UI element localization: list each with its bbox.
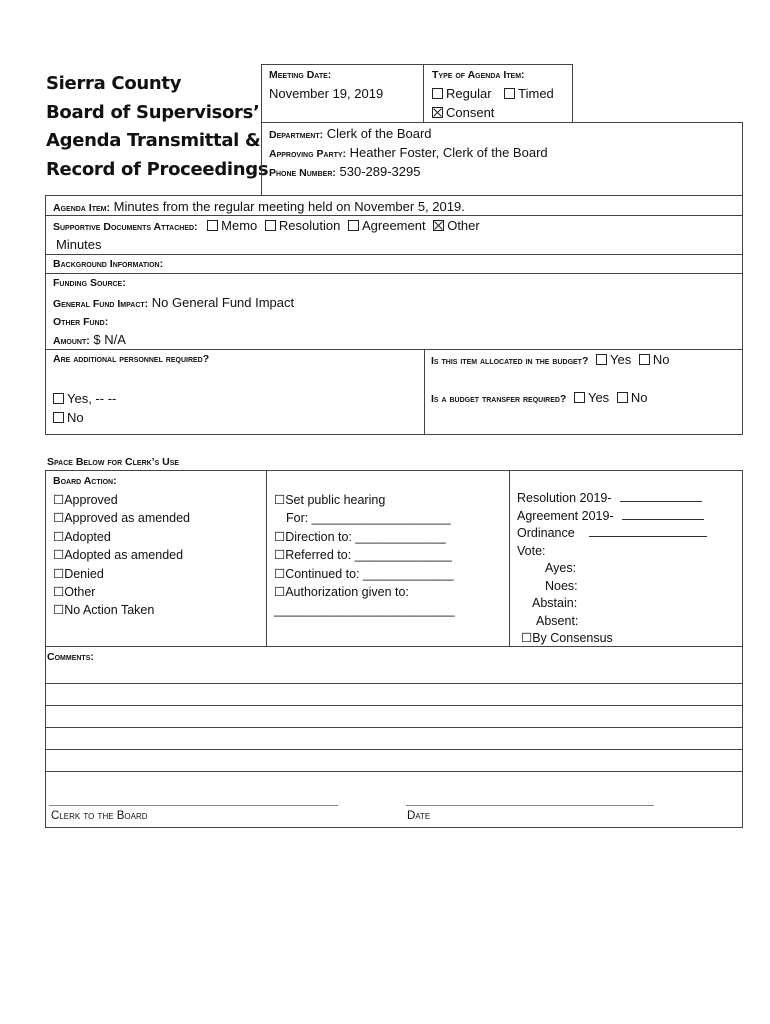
department-box: [261, 122, 743, 196]
background-label: Background Information:: [53, 258, 164, 270]
general-fund-value: No General Fund Impact: [151, 295, 295, 310]
board-action-list: [53, 491, 190, 620]
clerk-section-label: Space Below for Clerk’s Use: [47, 456, 180, 468]
budget-no-checkbox[interactable]: [639, 354, 650, 365]
board-action-label: Board Action:: [53, 475, 117, 487]
agreement-checkbox[interactable]: [348, 220, 359, 231]
abstain-label: Abstain:: [532, 596, 578, 610]
title-line-1: Sierra County: [46, 73, 182, 94]
other-fund-label: Other Fund:: [53, 316, 109, 328]
personnel-no-checkbox[interactable]: [53, 412, 64, 423]
agreement-label: Agreement: [361, 218, 426, 233]
meeting-date-label: Meeting Date:: [269, 69, 332, 81]
hearing-for: For: ____________________: [286, 511, 451, 526]
agreement-number-label: Agreement 2019-: [517, 508, 614, 523]
personnel-label: Are additional personnel required?: [53, 353, 210, 365]
title-line-4: Record of Proceedings: [46, 158, 269, 180]
agenda-type-label: Type of Agenda Item:: [432, 69, 525, 81]
title-line-3: Agenda Transmittal &: [46, 130, 261, 151]
meeting-date-value: November 19, 2019: [269, 86, 384, 101]
authorization-given[interactable]: ☐Authorization given to:: [274, 585, 409, 600]
action-denied[interactable]: ☐Denied: [53, 566, 104, 581]
consent-checkbox[interactable]: [432, 107, 443, 118]
continued-to[interactable]: ☐Continued to: _____________: [274, 566, 454, 581]
ayes-label: Ayes:: [545, 561, 577, 575]
other-checkbox[interactable]: [433, 220, 444, 231]
date-signature-label: Date: [407, 810, 431, 822]
agenda-item-value: Minutes from the regular meeting held on November 5, 2019.: [113, 199, 465, 214]
form-title: [46, 70, 268, 184]
memo-label: Memo: [221, 218, 258, 233]
authorization-line: __________________________: [274, 603, 455, 618]
set-public-hearing[interactable]: ☐Set public hearing: [274, 493, 386, 507]
budget-yes-checkbox[interactable]: [596, 354, 607, 365]
absent-label: Absent:: [536, 613, 579, 628]
clerk-right-block: [517, 490, 707, 648]
budget-no-label: No: [652, 352, 670, 367]
action-adopted-amended[interactable]: ☐Adopted as amended: [53, 548, 184, 563]
comments-label: Comments:: [47, 651, 94, 663]
resolution-label: Resolution: [278, 218, 341, 233]
other-label: Other: [447, 218, 480, 233]
action-approved-amended[interactable]: ☐Approved as amended: [53, 511, 190, 526]
noes-label: Noes:: [545, 578, 578, 593]
ordinance-label: Ordinance: [517, 526, 575, 540]
agenda-item-label: Agenda Item:: [53, 202, 110, 214]
transfer-yes-checkbox[interactable]: [574, 392, 585, 403]
action-other[interactable]: ☐Other: [53, 585, 96, 600]
timed-checkbox[interactable]: [504, 88, 515, 99]
transfer-yes-label: Yes: [587, 390, 610, 405]
budget-label: Is this item allocated in the budget?: [431, 355, 589, 367]
clerk-signature-label: Clerk to the Board: [51, 810, 148, 822]
approving-party-label: Approving Party:: [269, 148, 347, 160]
amount-label: Amount:: [53, 335, 90, 347]
amount-value: $ N/A: [93, 332, 126, 347]
direction-to[interactable]: ☐Direction to: _____________: [274, 529, 446, 544]
funding-source-label: Funding Source:: [53, 277, 126, 289]
regular-label: Regular: [446, 86, 492, 101]
action-no-action[interactable]: ☐No Action Taken: [53, 603, 155, 618]
department-label: Department:: [269, 129, 324, 141]
action-adopted[interactable]: ☐Adopted: [53, 529, 111, 544]
transfer-no-checkbox[interactable]: [617, 392, 628, 403]
timed-label: Timed: [518, 86, 554, 101]
transfer-label: Is a budget transfer required?: [431, 393, 567, 405]
clerk-middle-list: [274, 491, 455, 620]
vote-label: Vote:: [517, 543, 546, 558]
docs-note: Minutes: [56, 237, 102, 252]
phone-label: Phone Number:: [269, 167, 336, 179]
general-fund-label: General Fund Impact:: [53, 298, 149, 310]
title-line-2: Board of Supervisors’: [46, 101, 260, 123]
personnel-yes-checkbox[interactable]: [53, 393, 64, 404]
action-approved[interactable]: ☐Approved: [53, 493, 118, 507]
personnel-no-label: No: [67, 410, 84, 425]
resolution-checkbox[interactable]: [265, 220, 276, 231]
regular-checkbox[interactable]: [432, 88, 443, 99]
referred-to[interactable]: ☐Referred to: ______________: [274, 548, 453, 563]
transfer-no-label: No: [630, 390, 648, 405]
approving-party-value: Heather Foster, Clerk of the Board: [349, 145, 548, 160]
department-value: Clerk of the Board: [326, 126, 432, 141]
personnel-yes-label: Yes, -- --: [67, 391, 117, 406]
meeting-date-box: [261, 64, 424, 123]
memo-checkbox[interactable]: [207, 220, 218, 231]
consent-label: Consent: [446, 105, 495, 120]
budget-yes-label: Yes: [610, 352, 632, 367]
agenda-type-box: [423, 64, 573, 123]
resolution-number-label: Resolution 2019-: [517, 491, 612, 505]
supportive-docs-label: Supportive Documents Attached:: [53, 221, 198, 233]
by-consensus[interactable]: ☐By Consensus: [521, 631, 613, 645]
phone-value: 530-289-3295: [339, 164, 421, 179]
